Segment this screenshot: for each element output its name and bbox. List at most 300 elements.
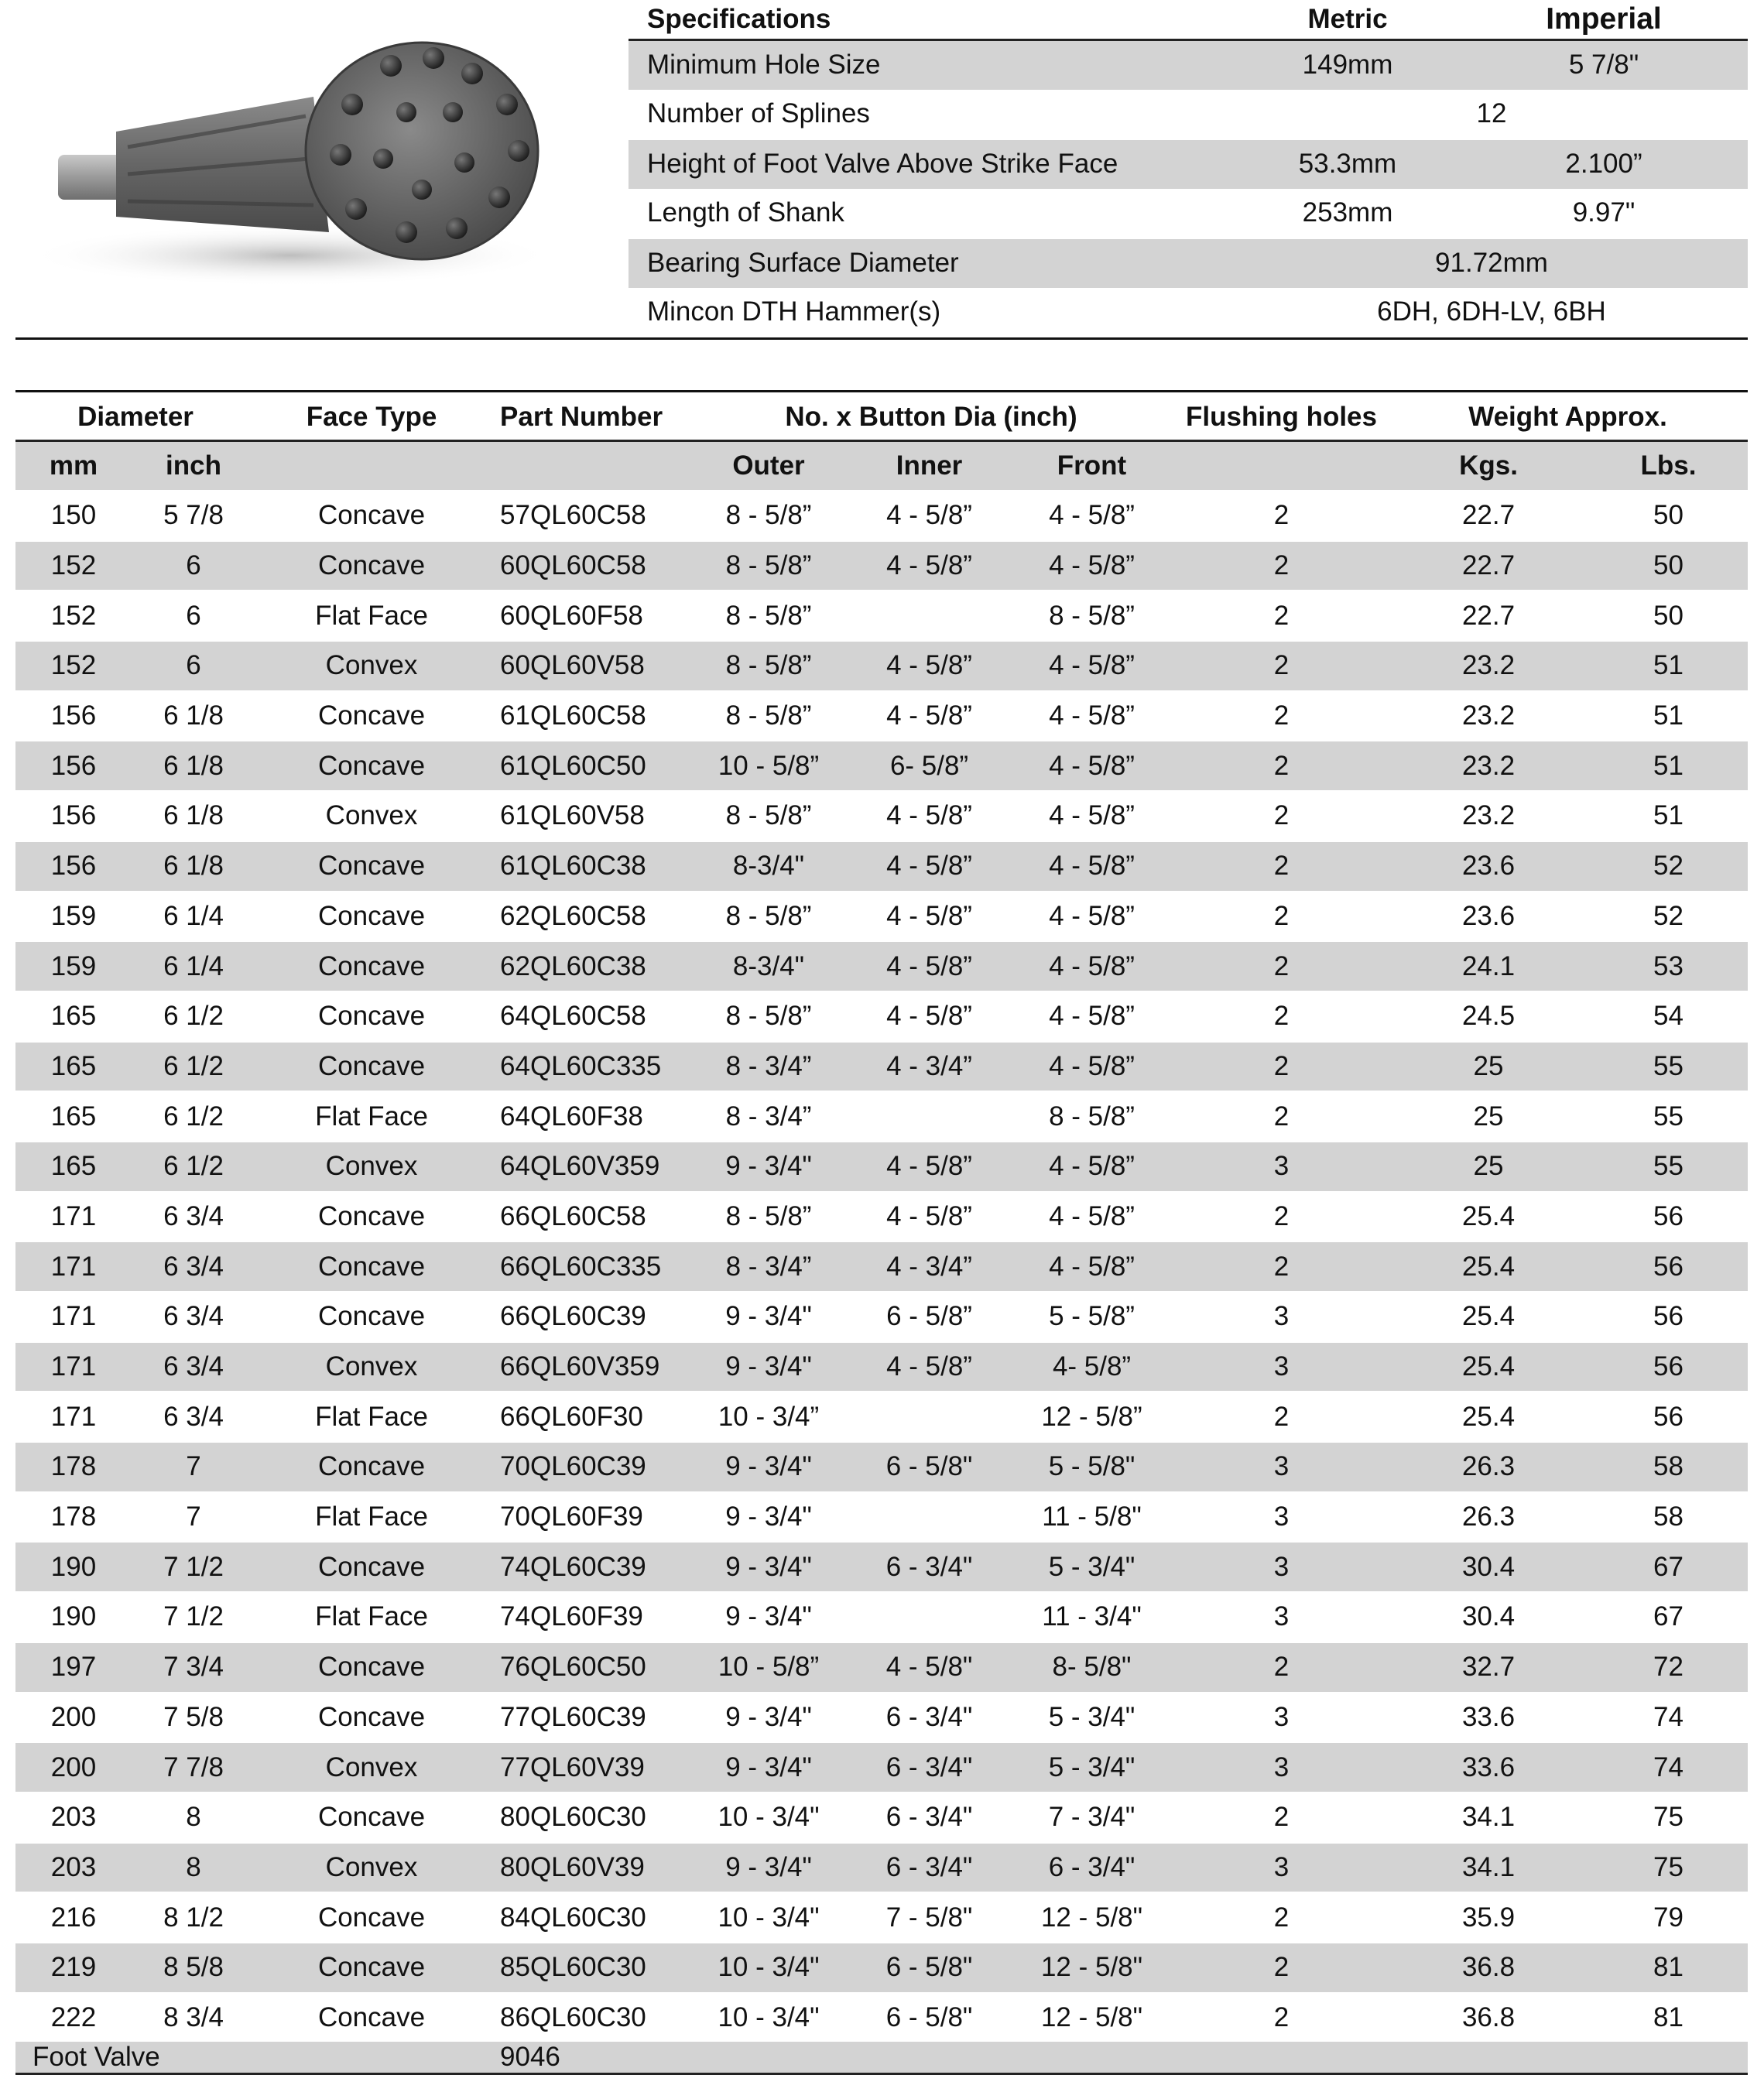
cell-diameter-mm: 219 [15, 1943, 132, 1993]
table-row [15, 1843, 1748, 1893]
spec-value-imperial: 5 7/8" [1460, 40, 1748, 90]
cell-weight-kgs: 23.2 [1388, 641, 1589, 691]
cell-weight-lbs: 50 [1589, 591, 1748, 641]
cell-inner: 4 - 5/8” [850, 541, 1009, 591]
cell-flushing-holes: 3 [1175, 1693, 1388, 1743]
cell-front: 12 - 5/8" [1009, 1993, 1175, 2042]
cell-diameter-inch: 6 1/2 [132, 1142, 255, 1192]
cell-diameter-mm: 152 [15, 591, 132, 641]
cell-weight-lbs: 74 [1589, 1742, 1748, 1793]
cell-flushing-holes: 2 [1175, 1793, 1388, 1843]
cell-diameter-mm: 200 [15, 1693, 132, 1743]
cell-weight-kgs: 25.4 [1388, 1241, 1589, 1292]
table-body [15, 491, 1748, 2042]
cell-front: 6 - 3/4" [1009, 1843, 1175, 1893]
cell-diameter-mm: 178 [15, 1442, 132, 1492]
table-row [15, 1392, 1748, 1442]
cell-weight-kgs: 23.6 [1388, 892, 1589, 942]
spec-value-metric: 53.3mm [1235, 139, 1460, 189]
spec-row [629, 288, 1748, 337]
cell-outer: 8-3/4" [687, 841, 850, 892]
table-top-rule [15, 390, 1748, 392]
cell-weight-lbs: 74 [1589, 1693, 1748, 1743]
cell-flushing-holes: 3 [1175, 1142, 1388, 1192]
cell-front: 4 - 5/8” [1009, 491, 1175, 541]
cell-diameter-inch: 6 1/4 [132, 892, 255, 942]
subheader-blank [255, 441, 488, 491]
cell-outer: 10 - 5/8” [687, 1642, 850, 1693]
cell-face-type: Concave [255, 691, 488, 741]
cell-diameter-mm: 197 [15, 1642, 132, 1693]
cell-outer: 8 - 3/4” [687, 1241, 850, 1292]
cell-part-number: 64QL60F38 [488, 1091, 687, 1142]
cell-inner: 4 - 5/8” [850, 941, 1009, 991]
cell-diameter-inch: 6 1/2 [132, 1042, 255, 1092]
cell-front: 12 - 5/8” [1009, 1392, 1175, 1442]
table-row [15, 591, 1748, 641]
cell-diameter-mm: 156 [15, 841, 132, 892]
cell-weight-lbs: 55 [1589, 1042, 1748, 1092]
cell-flushing-holes: 2 [1175, 1042, 1388, 1092]
cell-front: 4 - 5/8” [1009, 991, 1175, 1042]
cell-inner: 6 - 3/4" [850, 1742, 1009, 1793]
cell-face-type: Concave [255, 1943, 488, 1993]
cell-front: 7 - 3/4" [1009, 1793, 1175, 1843]
spec-row [629, 189, 1748, 238]
cell-diameter-mm: 171 [15, 1292, 132, 1342]
cell-inner: 7 - 5/8" [850, 1892, 1009, 1943]
cell-face-type: Concave [255, 1292, 488, 1342]
cell-outer: 8 - 3/4” [687, 1091, 850, 1142]
cell-face-type: Concave [255, 1892, 488, 1943]
cell-weight-lbs: 56 [1589, 1192, 1748, 1242]
cell-front: 4 - 5/8” [1009, 541, 1175, 591]
cell-face-type: Concave [255, 1442, 488, 1492]
cell-face-type: Concave [255, 491, 488, 541]
cell-diameter-mm: 178 [15, 1492, 132, 1543]
cell-face-type: Concave [255, 892, 488, 942]
cell-flushing-holes: 2 [1175, 1642, 1388, 1693]
table-row [15, 1943, 1748, 1993]
cell-face-type: Concave [255, 1993, 488, 2042]
cell-weight-lbs: 56 [1589, 1241, 1748, 1292]
cell-face-type: Concave [255, 1192, 488, 1242]
cell-flushing-holes: 2 [1175, 892, 1388, 942]
cell-diameter-mm: 152 [15, 641, 132, 691]
cell-diameter-inch: 6 1/4 [132, 941, 255, 991]
cell-weight-lbs: 58 [1589, 1442, 1748, 1492]
cell-weight-kgs: 25 [1388, 1042, 1589, 1092]
cell-diameter-mm: 165 [15, 1042, 132, 1092]
cell-face-type: Concave [255, 991, 488, 1042]
cell-face-type: Flat Face [255, 1091, 488, 1142]
cell-part-number: 70QL60C39 [488, 1442, 687, 1492]
foot-valve-blank [687, 2042, 1748, 2074]
cell-face-type: Convex [255, 1742, 488, 1793]
cell-outer: 8 - 5/8” [687, 991, 850, 1042]
cell-inner: 4 - 5/8” [850, 991, 1009, 1042]
cell-front: 5 - 3/4" [1009, 1693, 1175, 1743]
cell-weight-lbs: 67 [1589, 1542, 1748, 1592]
cell-flushing-holes: 2 [1175, 1091, 1388, 1142]
cell-front: 4 - 5/8” [1009, 641, 1175, 691]
cell-inner: 4 - 5/8” [850, 1192, 1009, 1242]
cell-diameter-inch: 6 [132, 591, 255, 641]
cell-diameter-mm: 171 [15, 1342, 132, 1392]
cell-outer: 8 - 3/4” [687, 1042, 850, 1092]
cell-weight-kgs: 24.1 [1388, 941, 1589, 991]
cell-diameter-inch: 8 [132, 1793, 255, 1843]
cell-face-type: Flat Face [255, 1392, 488, 1442]
cell-outer: 9 - 3/4" [687, 1742, 850, 1793]
cell-inner: 4 - 5/8” [850, 892, 1009, 942]
cell-flushing-holes: 2 [1175, 1192, 1388, 1242]
cell-diameter-inch: 6 1/2 [132, 1091, 255, 1142]
cell-flushing-holes: 3 [1175, 1742, 1388, 1793]
cell-flushing-holes: 3 [1175, 1492, 1388, 1543]
cell-weight-kgs: 23.2 [1388, 741, 1589, 791]
cell-diameter-inch: 6 1/8 [132, 691, 255, 741]
cell-diameter-inch: 7 [132, 1442, 255, 1492]
cell-face-type: Concave [255, 1693, 488, 1743]
table-row [15, 1892, 1748, 1943]
cell-outer: 8 - 5/8” [687, 1192, 850, 1242]
cell-outer: 10 - 3/4" [687, 1993, 850, 2042]
cell-outer: 10 - 5/8” [687, 741, 850, 791]
cell-part-number: 57QL60C58 [488, 491, 687, 541]
cell-diameter-inch: 6 3/4 [132, 1241, 255, 1292]
cell-flushing-holes: 2 [1175, 1241, 1388, 1292]
cell-front: 4 - 5/8” [1009, 1042, 1175, 1092]
cell-weight-kgs: 25.4 [1388, 1292, 1589, 1342]
cell-front: 5 - 5/8” [1009, 1292, 1175, 1342]
cell-diameter-mm: 159 [15, 941, 132, 991]
cell-front: 4 - 5/8” [1009, 1142, 1175, 1192]
cell-face-type: Concave [255, 1542, 488, 1592]
subheader-inner: Inner [850, 441, 1009, 491]
cell-outer: 10 - 3/4” [687, 1392, 850, 1442]
spec-value: 6DH, 6DH-LV, 6BH [1377, 296, 1606, 327]
cell-outer: 9 - 3/4" [687, 1693, 850, 1743]
cell-part-number: 74QL60F39 [488, 1592, 687, 1642]
table-row [15, 641, 1748, 691]
cell-inner: 4 - 5/8” [850, 691, 1009, 741]
cell-face-type: Flat Face [255, 1592, 488, 1642]
cell-flushing-holes: 3 [1175, 1342, 1388, 1392]
subheader-blank [488, 441, 687, 491]
table-row [15, 941, 1748, 991]
cell-diameter-mm: 203 [15, 1843, 132, 1893]
bit-product-table [15, 395, 1748, 2075]
cell-weight-kgs: 33.6 [1388, 1742, 1589, 1793]
cell-front: 5 - 3/4" [1009, 1542, 1175, 1592]
cell-weight-lbs: 52 [1589, 841, 1748, 892]
cell-weight-lbs: 67 [1589, 1592, 1748, 1642]
cell-diameter-mm: 203 [15, 1793, 132, 1843]
cell-face-type: Flat Face [255, 1492, 488, 1543]
cell-weight-kgs: 26.3 [1388, 1442, 1589, 1492]
subheader-front: Front [1009, 441, 1175, 491]
cell-inner: 4 - 5/8” [850, 641, 1009, 691]
foot-valve-label: Foot Valve [15, 2042, 488, 2074]
spec-value: 91.72mm [1235, 238, 1748, 288]
cell-part-number: 66QL60C58 [488, 1192, 687, 1242]
cell-inner: 4 - 5/8" [850, 1642, 1009, 1693]
cell-inner: 4 - 3/4” [850, 1042, 1009, 1092]
table-row [15, 1091, 1748, 1142]
cell-diameter-inch: 6 1/8 [132, 741, 255, 791]
cell-outer: 8-3/4" [687, 941, 850, 991]
cell-weight-kgs: 36.8 [1388, 1943, 1589, 1993]
cell-face-type: Concave [255, 941, 488, 991]
spec-value-metric: 253mm [1302, 197, 1393, 228]
cell-weight-lbs: 75 [1589, 1843, 1748, 1893]
cell-flushing-holes: 2 [1175, 541, 1388, 591]
cell-front: 4 - 5/8” [1009, 941, 1175, 991]
cell-diameter-inch: 7 1/2 [132, 1542, 255, 1592]
header-flushing-holes: Flushing holes [1186, 402, 1377, 432]
section-divider [15, 337, 1748, 340]
cell-front: 8 - 5/8” [1009, 591, 1175, 641]
cell-part-number: 61QL60V58 [488, 791, 687, 841]
cell-diameter-mm: 159 [15, 892, 132, 942]
table-header-row [15, 395, 1748, 441]
cell-weight-kgs: 25 [1388, 1091, 1589, 1142]
cell-weight-lbs: 81 [1589, 1943, 1748, 1993]
cell-weight-lbs: 55 [1589, 1142, 1748, 1192]
table-row [15, 991, 1748, 1042]
table-row [15, 892, 1748, 942]
cell-front: 11 - 3/4" [1009, 1592, 1175, 1642]
cell-front: 4 - 5/8” [1009, 741, 1175, 791]
cell-inner: 6 - 3/4" [850, 1693, 1009, 1743]
cell-front: 5 - 3/4" [1009, 1742, 1175, 1793]
cell-inner: 4 - 5/8” [850, 1142, 1009, 1192]
spec-header-row [629, 0, 1748, 40]
cell-weight-kgs: 25 [1388, 1142, 1589, 1192]
subheader-kgs: Kgs. [1388, 441, 1589, 491]
cell-diameter-inch: 8 1/2 [132, 1892, 255, 1943]
cell-weight-kgs: 24.5 [1388, 991, 1589, 1042]
cell-weight-lbs: 81 [1589, 1993, 1748, 2042]
cell-face-type: Flat Face [255, 591, 488, 641]
subheader-inch: inch [132, 441, 255, 491]
table-row [15, 1442, 1748, 1492]
cell-flushing-holes: 2 [1175, 841, 1388, 892]
cell-diameter-inch: 6 3/4 [132, 1292, 255, 1342]
cell-weight-kgs: 34.1 [1388, 1793, 1589, 1843]
spec-row [629, 238, 1748, 288]
cell-part-number: 61QL60C50 [488, 741, 687, 791]
table-row [15, 1993, 1748, 2042]
cell-face-type: Concave [255, 1793, 488, 1843]
cell-outer: 9 - 3/4" [687, 1142, 850, 1192]
cell-face-type: Concave [255, 1241, 488, 1292]
cell-outer: 8 - 5/8” [687, 541, 850, 591]
cell-weight-lbs: 51 [1589, 741, 1748, 791]
cell-part-number: 60QL60V58 [488, 641, 687, 691]
cell-diameter-inch: 6 3/4 [132, 1392, 255, 1442]
cell-weight-kgs: 34.1 [1388, 1843, 1589, 1893]
cell-weight-kgs: 32.7 [1388, 1642, 1589, 1693]
cell-front: 4 - 5/8” [1009, 691, 1175, 741]
cell-weight-kgs: 25.4 [1388, 1342, 1589, 1392]
cell-diameter-inch: 5 7/8 [132, 491, 255, 541]
cell-weight-kgs: 30.4 [1388, 1592, 1589, 1642]
spec-value-metric: 149mm [1235, 40, 1460, 90]
table-row [15, 1693, 1748, 1743]
cell-weight-kgs: 35.9 [1388, 1892, 1589, 1943]
cell-flushing-holes: 2 [1175, 491, 1388, 541]
cell-part-number: 76QL60C50 [488, 1642, 687, 1693]
cell-part-number: 66QL60C335 [488, 1241, 687, 1292]
cell-part-number: 60QL60C58 [488, 541, 687, 591]
spec-label: Minimum Hole Size [629, 40, 1235, 90]
cell-inner [850, 1091, 1009, 1142]
cell-diameter-mm: 190 [15, 1542, 132, 1592]
cell-diameter-mm: 156 [15, 741, 132, 791]
cell-weight-kgs: 33.6 [1388, 1693, 1589, 1743]
cell-inner: 4 - 5/8” [850, 491, 1009, 541]
spec-label: Length of Shank [647, 197, 844, 228]
cell-part-number: 64QL60V359 [488, 1142, 687, 1192]
cell-weight-kgs: 23.2 [1388, 691, 1589, 741]
table-row [15, 541, 1748, 591]
cell-weight-lbs: 50 [1589, 491, 1748, 541]
cell-outer: 10 - 3/4" [687, 1943, 850, 1993]
spec-header-metric: Metric [1235, 0, 1460, 40]
cell-weight-kgs: 25.4 [1388, 1192, 1589, 1242]
cell-front: 4- 5/8” [1009, 1342, 1175, 1392]
cell-flushing-holes: 3 [1175, 1292, 1388, 1342]
cell-diameter-inch: 7 1/2 [132, 1592, 255, 1642]
cell-weight-kgs: 22.7 [1388, 541, 1589, 591]
table-row [15, 691, 1748, 741]
cell-front: 8- 5/8" [1009, 1642, 1175, 1693]
cell-flushing-holes: 3 [1175, 1542, 1388, 1592]
cell-inner: 6 - 5/8" [850, 1442, 1009, 1492]
cell-outer: 8 - 5/8” [687, 892, 850, 942]
spec-label: Height of Foot Valve Above Strike Face [629, 139, 1235, 189]
cell-diameter-inch: 7 [132, 1492, 255, 1543]
cell-part-number: 61QL60C38 [488, 841, 687, 892]
cell-diameter-inch: 8 5/8 [132, 1943, 255, 1993]
cell-outer: 9 - 3/4" [687, 1843, 850, 1893]
cell-inner: 4 - 5/8” [850, 1342, 1009, 1392]
cell-diameter-inch: 6 1/2 [132, 991, 255, 1042]
cell-inner: 4 - 3/4” [850, 1241, 1009, 1292]
cell-front: 4 - 5/8” [1009, 841, 1175, 892]
header-button-dia: No. x Button Dia (inch) [785, 402, 1077, 432]
cell-inner: 4 - 5/8” [850, 841, 1009, 892]
cell-weight-kgs: 36.8 [1388, 1993, 1589, 2042]
cell-face-type: Concave [255, 841, 488, 892]
spec-value-imperial: 2.100” [1460, 139, 1748, 189]
cell-part-number: 64QL60C58 [488, 991, 687, 1042]
cell-inner [850, 1492, 1009, 1543]
cell-face-type: Convex [255, 1843, 488, 1893]
specifications-table [629, 0, 1748, 336]
cell-diameter-inch: 6 3/4 [132, 1342, 255, 1392]
cell-flushing-holes: 2 [1175, 641, 1388, 691]
cell-front: 4 - 5/8” [1009, 1192, 1175, 1242]
cell-part-number: 66QL60V359 [488, 1342, 687, 1392]
table-row [15, 1142, 1748, 1192]
foot-valve-part-number: 9046 [488, 2042, 687, 2074]
cell-face-type: Convex [255, 791, 488, 841]
cell-weight-kgs: 23.2 [1388, 791, 1589, 841]
cell-diameter-mm: 190 [15, 1592, 132, 1642]
cell-weight-lbs: 72 [1589, 1642, 1748, 1693]
cell-front: 8 - 5/8” [1009, 1091, 1175, 1142]
cell-diameter-mm: 165 [15, 991, 132, 1042]
spec-header-label: Specifications [629, 0, 1235, 40]
table-row [15, 1042, 1748, 1092]
cell-diameter-mm: 171 [15, 1192, 132, 1242]
cell-inner: 6 - 3/4" [850, 1843, 1009, 1893]
cell-inner: 6 - 5/8" [850, 1993, 1009, 2042]
cell-flushing-holes: 2 [1175, 1943, 1388, 1993]
header-face-type: Face Type [306, 402, 437, 432]
cell-outer: 8 - 5/8” [687, 591, 850, 641]
header-part-number: Part Number [500, 402, 663, 432]
cell-front: 4 - 5/8” [1009, 1241, 1175, 1292]
cell-part-number: 66QL60C39 [488, 1292, 687, 1342]
cell-flushing-holes: 2 [1175, 991, 1388, 1042]
cell-diameter-mm: 165 [15, 1142, 132, 1192]
cell-diameter-inch: 6 [132, 541, 255, 591]
cell-part-number: 66QL60F30 [488, 1392, 687, 1442]
cell-weight-lbs: 56 [1589, 1392, 1748, 1442]
spec-row [629, 40, 1748, 90]
cell-inner [850, 1392, 1009, 1442]
cell-front: 12 - 5/8" [1009, 1943, 1175, 1993]
cell-face-type: Concave [255, 1042, 488, 1092]
table-row [15, 1241, 1748, 1292]
header-diameter: Diameter [77, 402, 194, 432]
cell-outer: 9 - 3/4" [687, 1492, 850, 1543]
cell-weight-lbs: 75 [1589, 1793, 1748, 1843]
cell-weight-lbs: 53 [1589, 941, 1748, 991]
cell-front: 4 - 5/8” [1009, 892, 1175, 942]
cell-flushing-holes: 2 [1175, 941, 1388, 991]
foot-valve-row [15, 2042, 1748, 2074]
cell-outer: 8 - 5/8” [687, 791, 850, 841]
cell-inner: 6 - 3/4" [850, 1542, 1009, 1592]
cell-part-number: 61QL60C58 [488, 691, 687, 741]
table-row [15, 1292, 1748, 1342]
cell-weight-lbs: 51 [1589, 791, 1748, 841]
table-row [15, 1793, 1748, 1843]
cell-flushing-holes: 2 [1175, 591, 1388, 641]
cell-weight-lbs: 56 [1589, 1342, 1748, 1392]
cell-weight-lbs: 51 [1589, 691, 1748, 741]
cell-weight-kgs: 30.4 [1388, 1542, 1589, 1592]
cell-weight-kgs: 23.6 [1388, 841, 1589, 892]
cell-diameter-mm: 222 [15, 1993, 132, 2042]
cell-diameter-inch: 7 7/8 [132, 1742, 255, 1793]
cell-weight-lbs: 54 [1589, 991, 1748, 1042]
cell-inner: 6 - 5/8” [850, 1292, 1009, 1342]
table-row [15, 1492, 1748, 1543]
cell-inner: 6 - 3/4" [850, 1793, 1009, 1843]
spec-row [629, 139, 1748, 189]
cell-outer: 8 - 5/8” [687, 491, 850, 541]
cell-face-type: Convex [255, 641, 488, 691]
cell-flushing-holes: 2 [1175, 741, 1388, 791]
cell-outer: 9 - 3/4" [687, 1292, 850, 1342]
cell-flushing-holes: 2 [1175, 791, 1388, 841]
